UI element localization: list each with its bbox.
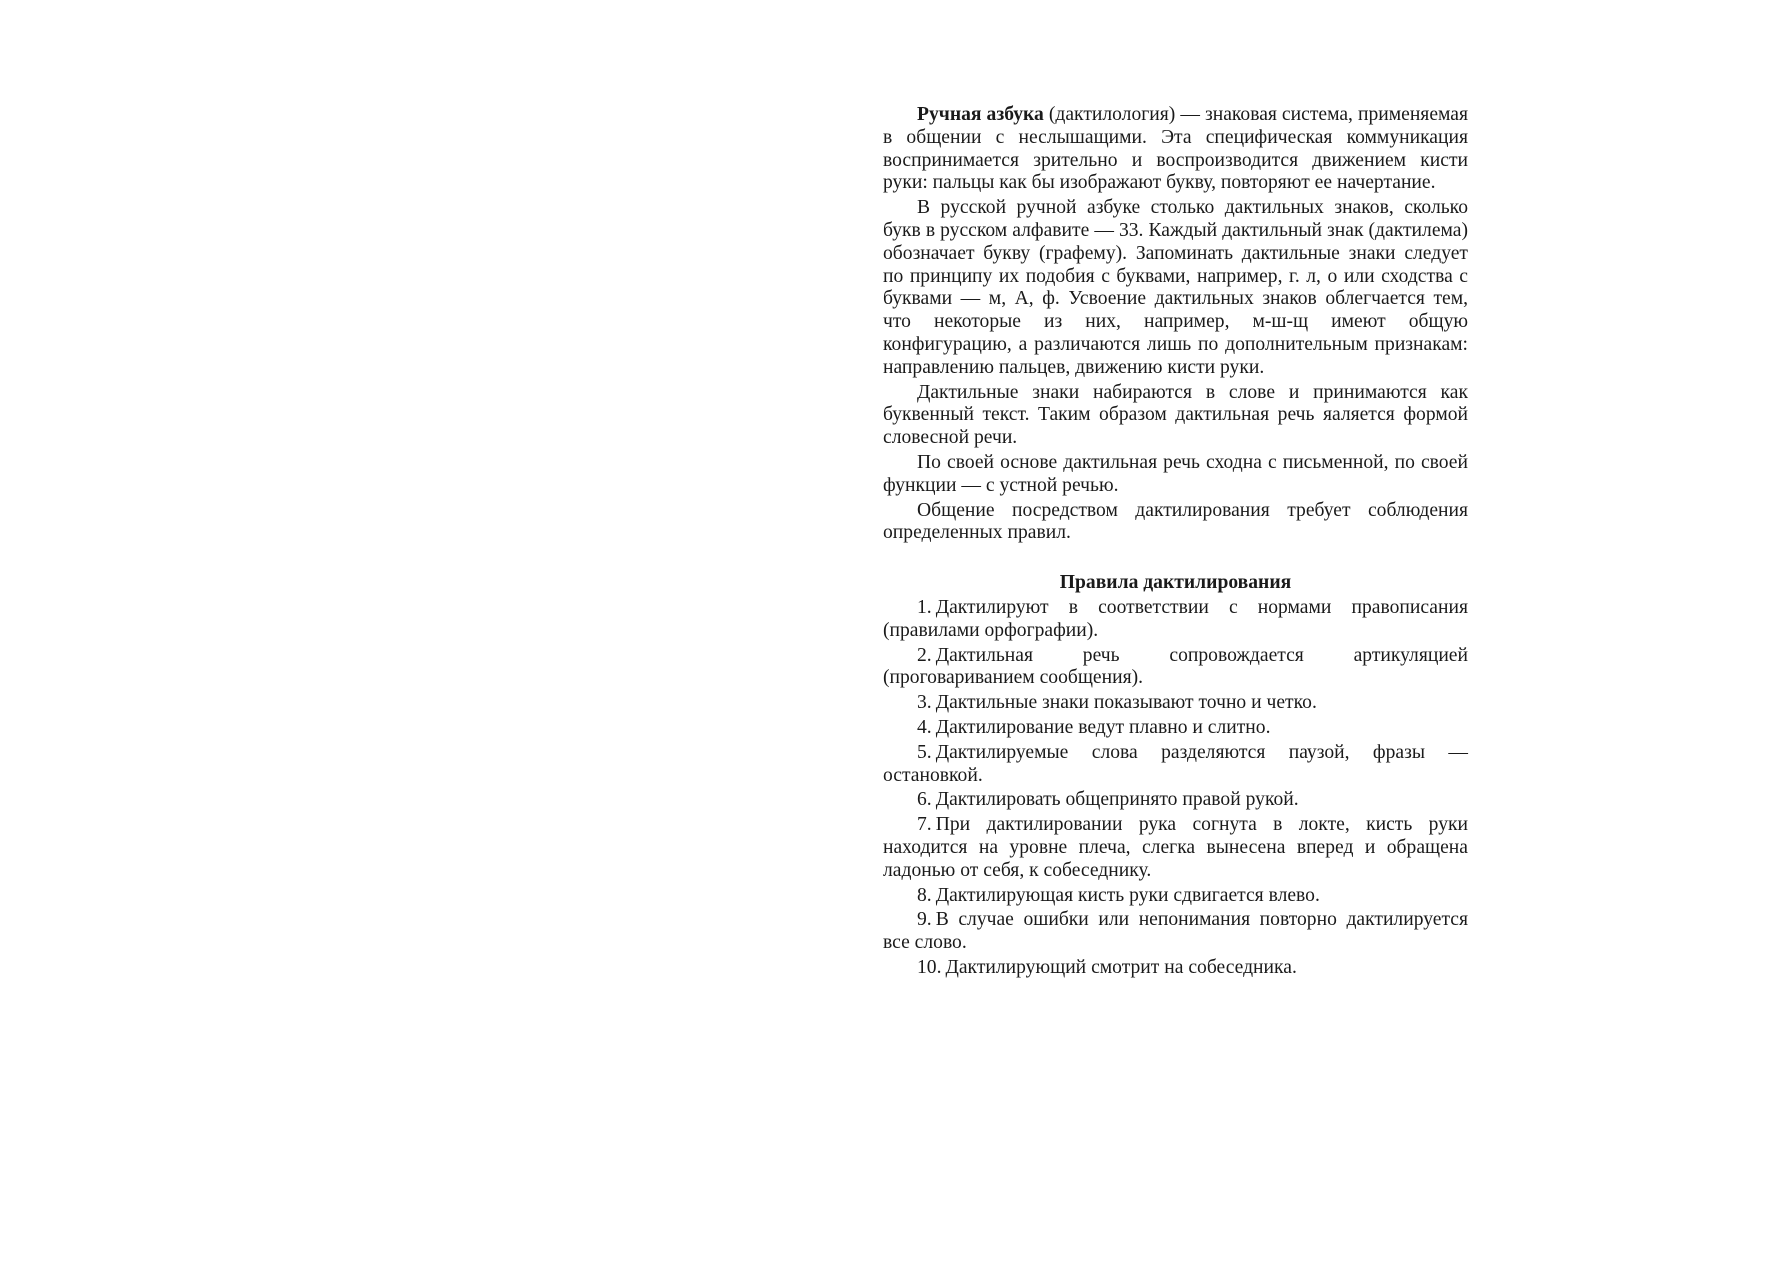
rule-item (883, 717, 1468, 740)
rule-number: 4. (917, 716, 932, 738)
rule-number: 10. (917, 956, 942, 978)
rule-number: 5. (917, 741, 932, 763)
intro-text: (дактилология) — знаковая система, применяемая в общении с неслышащими. Эта специфическая коммуникация воспринимается зрительно и воспроизводится движением кисти руки: пальцы как бы изображают букву, повторяют ее начертание. (883, 104, 1468, 194)
rule-item (883, 909, 1468, 955)
rule-text: Дактилировать общепринято правой рукой. (935, 789, 1299, 811)
rule-item (883, 597, 1468, 643)
rule-number: 1. (917, 596, 932, 618)
rule-text: Дактилирующая кисть руки сдвигается влево. (935, 884, 1320, 906)
rule-text: Дактилируют в соответствии с нормами правописания (правилами орфографии). (883, 596, 1468, 641)
intro-paragraph (883, 104, 1468, 195)
intro-lead-term: Ручная азбука (917, 104, 1044, 125)
rule-text: В случае ошибки или непонимания повторно дактилируется все слово. (883, 909, 1468, 954)
rule-number: 9. (917, 909, 932, 931)
rule-text: Дактилируемые слова разделяются паузой, фразы — остановкой. (883, 741, 1468, 786)
rule-item (883, 885, 1468, 908)
rule-number: 6. (917, 789, 932, 811)
rule-number: 8. (917, 884, 932, 906)
rule-item (883, 742, 1468, 788)
paragraph-comparison: По своей основе дактильная речь сходна с письменной, по своей функции — с устной речью. (883, 451, 1468, 496)
rule-text: Дактильная речь сопровождается артикуляцией (проговариванием сообщения). (883, 644, 1468, 689)
rule-item (883, 957, 1468, 980)
document-page (883, 104, 1468, 982)
paragraph-text-reading: Дактильные знаки набираются в слове и принимаются как буквенный текст. Таким образом дактильная речь яаляется формой словесной речи. (883, 381, 1468, 449)
rule-number: 2. (917, 644, 932, 666)
rule-text: Дактилирующий смотрит на собеседника. (945, 956, 1297, 978)
rule-number: 7. (917, 814, 932, 836)
paragraph-alphabet: В русской ручной азбуке столько дактильных знаков, сколько букв в русском алфавите — 33. Каждый дактильный знак (дактилема) обозначает букву (графему). Запоминать дактильные знаки следует по принципу их подобия с буквами, например, г. л, о или сходства с буквами — м, А, ф. Усвоение дактильных знаков облегчается тем, что некоторые из них, например, м-ш-щ имеют общую конфигурацию, а различаются лишь по дополнительным признакам: направлению пальцев, движению кисти руки. (883, 197, 1468, 378)
rule-item (883, 645, 1468, 691)
rule-item (883, 692, 1468, 715)
rule-item (883, 789, 1468, 812)
rules-heading: Правила дактилирования (1059, 572, 1292, 594)
rule-text: Дактильные знаки показывают точно и четко. (935, 692, 1317, 714)
rule-number: 3. (917, 692, 932, 714)
paragraph-rules-intro: Общение посредством дактилирования требует соблюдения определенных правил. (883, 499, 1468, 544)
rule-text: Дактилирование ведут плавно и слитно. (935, 716, 1271, 738)
rule-item (883, 814, 1468, 882)
rule-text: При дактилировании рука согнута в локте, кисть руки находится на уровне плеча, слегка вынесена вперед и обращена ладонью от себя, к собеседнику. (883, 814, 1468, 881)
